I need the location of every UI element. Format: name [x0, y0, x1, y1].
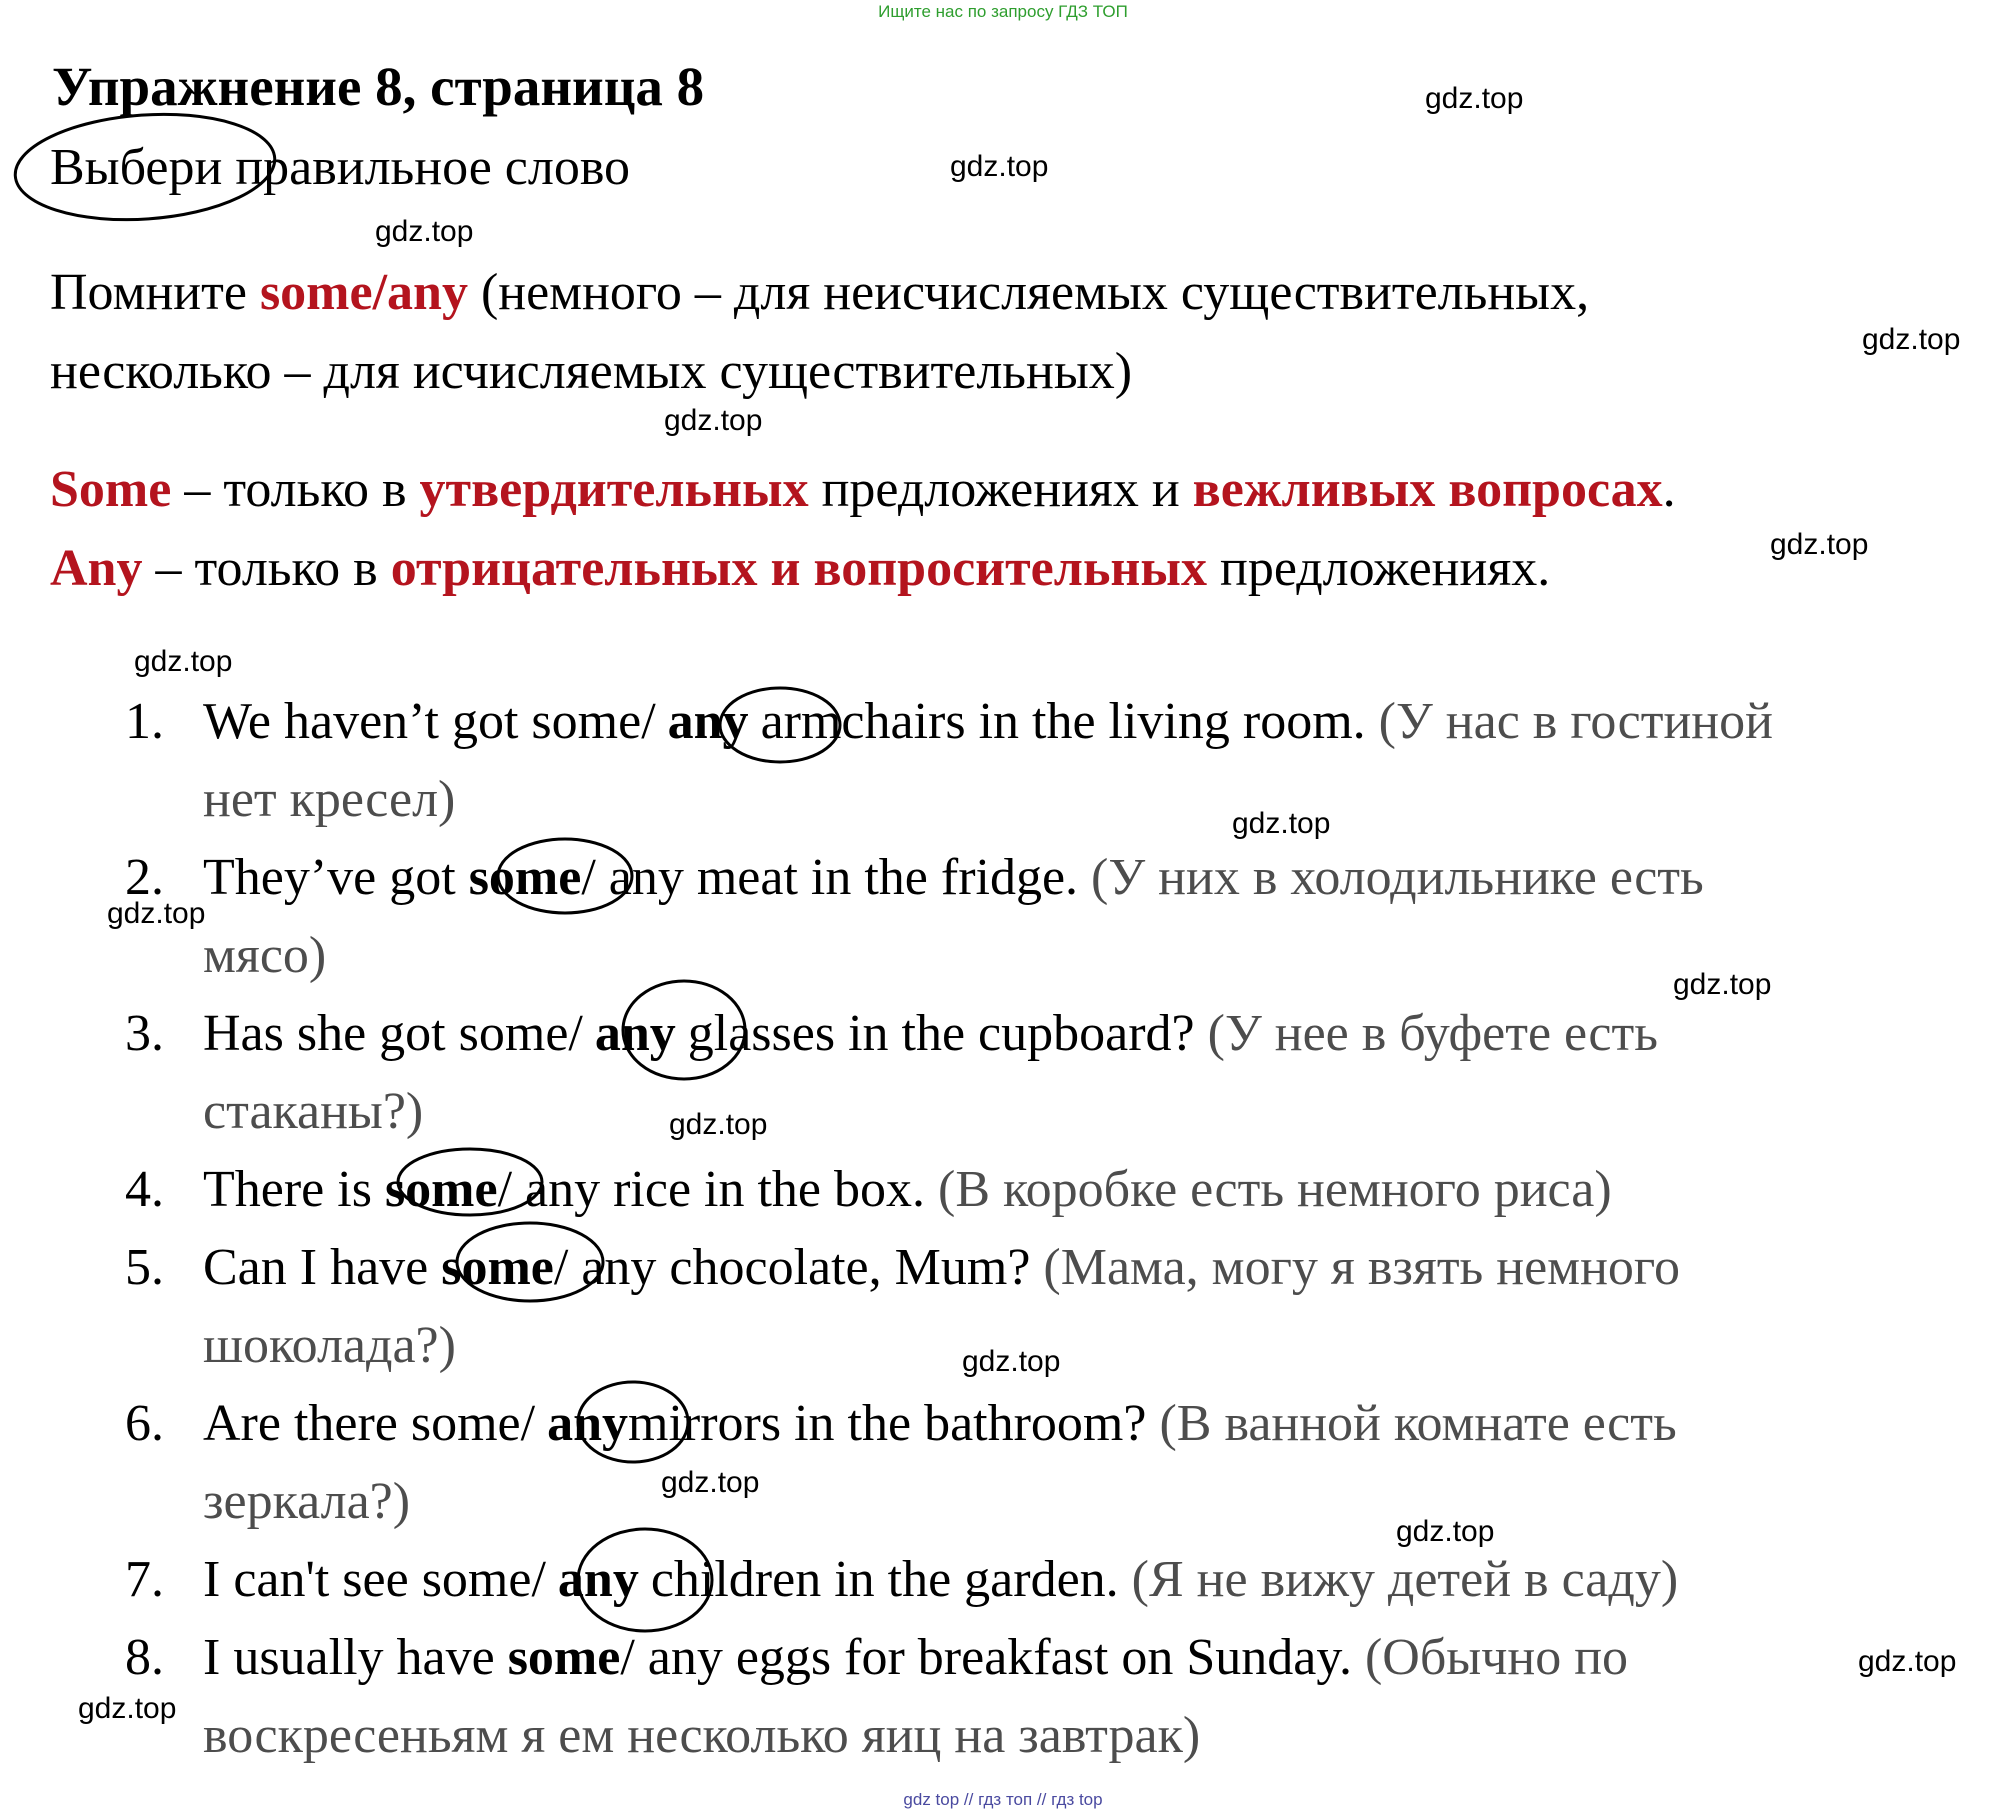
- instruction: [50, 138, 630, 197]
- rule-highlight: утвердительных: [419, 461, 809, 518]
- rule-text: предложениях и: [808, 461, 1193, 518]
- rule-text: предложениях.: [1207, 540, 1551, 597]
- item-translation-cont: воскресеньям я ем несколько яиц на завтрак): [203, 1707, 1201, 1764]
- selected-answer: some: [384, 1161, 498, 1218]
- selected-answer: any: [594, 1005, 676, 1062]
- item-text: children in the garden.: [650, 1551, 1119, 1608]
- exercise-item: [125, 848, 1704, 907]
- selected-answer: some: [507, 1629, 621, 1686]
- watermark: gdz.top: [78, 1692, 177, 1725]
- item-text: I can't see some/: [203, 1551, 546, 1608]
- rule-text: – только в: [142, 540, 391, 597]
- item-translation: (В коробке есть немного риса): [925, 1161, 1612, 1218]
- item-translation-cont: нет кресел): [203, 771, 456, 828]
- selected-answer: some: [441, 1239, 554, 1296]
- item-number: 1.: [125, 693, 164, 750]
- instruction-text: правильное слово: [222, 139, 631, 196]
- item-text: glasses in the cupboard?: [687, 1005, 1195, 1062]
- note-text: Помните: [50, 264, 260, 321]
- rule-text: .: [1662, 461, 1676, 518]
- exercise-item: [125, 692, 1773, 751]
- page-title: Упражнение 8, страница 8: [52, 56, 705, 117]
- watermark: gdz.top: [661, 1466, 760, 1499]
- note-highlight: some/any: [259, 264, 468, 321]
- item-text: Has she got some/: [203, 1005, 583, 1062]
- watermark: gdz.top: [1862, 323, 1961, 356]
- rule-text: – только в: [171, 461, 420, 518]
- selected-answer: any: [557, 1551, 639, 1608]
- footer-watermark: gdz top // гдз топ // гдз top: [903, 1790, 1103, 1809]
- item-number: 5.: [125, 1239, 164, 1296]
- watermark: gdz.top: [962, 1345, 1061, 1378]
- watermark: gdz.top: [1232, 807, 1331, 840]
- watermark: gdz.top: [375, 215, 474, 248]
- rule-keyword: Any: [50, 540, 143, 597]
- item-translation: (Я не вижу детей в саду): [1118, 1551, 1679, 1608]
- watermark: gdz.top: [1673, 968, 1772, 1001]
- rule-keyword: Some: [50, 461, 172, 518]
- watermark: gdz.top: [950, 150, 1049, 183]
- exercise-item: [125, 1004, 1658, 1063]
- selected-answer: any: [547, 1395, 629, 1452]
- item-translation-cont: мясо): [203, 927, 327, 984]
- note-line-2: несколько – для исчисляемых существительных): [50, 343, 1133, 400]
- item-translation: (Мама, могу я взять немного: [1030, 1239, 1680, 1296]
- watermark: gdz.top: [664, 404, 763, 437]
- item-translation-cont: зеркала?): [203, 1473, 411, 1530]
- note-text: (немного – для неисчисляемых существительных,: [467, 264, 1590, 321]
- rule-highlight: отрицательных и вопросительных: [390, 540, 1207, 597]
- item-text: / any chocolate, Mum?: [553, 1239, 1031, 1296]
- item-translation-cont: стаканы?): [203, 1083, 424, 1140]
- watermark: gdz.top: [134, 645, 233, 678]
- item-translation: (У нас в гостиной: [1365, 693, 1773, 750]
- rule-highlight: вежливых вопросах: [1192, 461, 1663, 518]
- note-line-1: [50, 263, 1589, 322]
- item-number: 3.: [125, 1005, 164, 1062]
- exercise-item: [125, 1238, 1680, 1297]
- watermark: gdz.top: [107, 897, 206, 930]
- item-number: 4.: [125, 1161, 164, 1218]
- item-text: They’ve got: [203, 849, 469, 906]
- exercise-item: [125, 1550, 1678, 1609]
- watermark: gdz.top: [1858, 1645, 1957, 1678]
- item-number: 6.: [125, 1395, 164, 1452]
- item-number: 7.: [125, 1551, 164, 1608]
- item-text: I usually have: [203, 1629, 508, 1686]
- item-text: We haven’t got some/: [203, 693, 656, 750]
- item-number: 2.: [125, 849, 164, 906]
- item-translation: (Обычно по: [1351, 1629, 1629, 1686]
- rule-any: [50, 539, 1550, 598]
- item-text: armchairs in the living room.: [760, 693, 1366, 750]
- item-text: Are there some/: [203, 1395, 536, 1452]
- exercise-item: [125, 1628, 1628, 1687]
- item-text: / any rice in the box.: [497, 1161, 926, 1218]
- watermark: gdz.top: [669, 1108, 768, 1141]
- item-text: / any meat in the fridge.: [581, 849, 1079, 906]
- item-text: / any eggs for breakfast on Sunday.: [620, 1629, 1352, 1686]
- item-translation-cont: шоколада?): [203, 1317, 456, 1374]
- item-translation: (В ванной комнате есть: [1146, 1395, 1677, 1452]
- watermark: gdz.top: [1770, 528, 1869, 561]
- item-text: There is: [203, 1161, 385, 1218]
- item-number: 8.: [125, 1629, 164, 1686]
- item-translation: (У нее в буфете есть: [1194, 1005, 1658, 1062]
- watermark: gdz.top: [1396, 1515, 1495, 1548]
- selected-answer: any: [667, 693, 749, 750]
- watermark: gdz.top: [1425, 82, 1524, 115]
- selected-answer: some: [468, 849, 582, 906]
- exercise-item: [125, 1394, 1677, 1453]
- exercise-item: [125, 1160, 1612, 1219]
- search-hint: Ищите нас по запросу ГДЗ ТОП: [878, 2, 1128, 21]
- item-translation: (У них в холодильнике есть: [1078, 849, 1704, 906]
- item-text: Can I have: [203, 1239, 442, 1296]
- item-text: mirrors in the bathroom?: [628, 1395, 1147, 1452]
- rule-some: [50, 460, 1676, 519]
- instruction-circled-word: Выбери: [50, 139, 223, 196]
